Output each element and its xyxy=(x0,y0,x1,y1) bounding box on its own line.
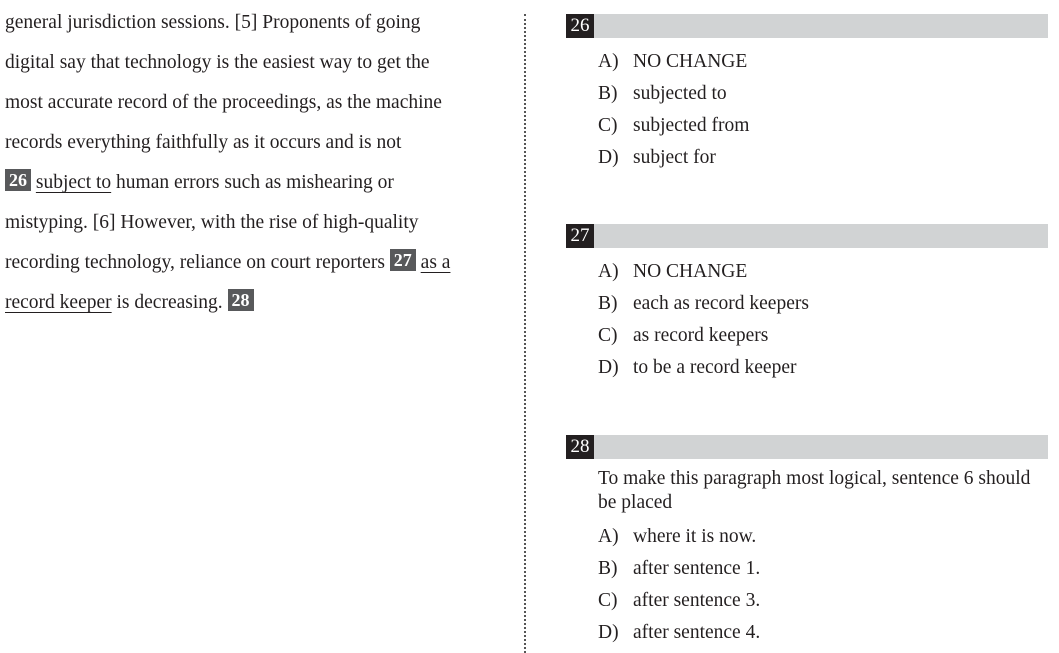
option-text: NO CHANGE xyxy=(633,51,748,72)
answer-option-a[interactable] xyxy=(598,256,1048,288)
option-letter: C) xyxy=(598,325,618,346)
question-number: 28 xyxy=(566,435,594,459)
passage xyxy=(5,4,515,324)
answer-options xyxy=(598,256,1048,384)
question-28 xyxy=(566,435,1048,649)
underlined-phrase-27[interactable]: as a xyxy=(420,252,451,273)
option-letter: B) xyxy=(598,558,618,579)
option-text: subjected to xyxy=(633,83,727,104)
answer-option-c[interactable] xyxy=(598,320,1048,352)
passage-text: general jurisdiction sessions. [5] Proponents of going xyxy=(5,12,421,33)
question-27 xyxy=(566,224,1048,384)
passage-text: mistyping. [6] However, with the rise of high-quality xyxy=(5,212,419,233)
underlined-phrase-27-cont[interactable]: record keeper xyxy=(5,292,112,313)
passage-text: is decreasing. xyxy=(111,292,228,313)
answer-option-c[interactable] xyxy=(598,110,1048,142)
option-letter: C) xyxy=(598,115,618,136)
passage-line xyxy=(5,4,515,44)
question-header-bar xyxy=(566,14,1048,38)
option-letter: A) xyxy=(598,261,619,282)
answer-option-b[interactable] xyxy=(598,78,1048,110)
option-text: each as record keepers xyxy=(633,293,809,314)
passage-line xyxy=(5,244,515,284)
option-text: after sentence 4. xyxy=(633,622,761,643)
option-letter: A) xyxy=(598,51,619,72)
answer-option-d[interactable] xyxy=(598,352,1048,384)
question-header-bar xyxy=(566,224,1048,248)
option-text: as record keepers xyxy=(633,325,769,346)
answer-option-a[interactable] xyxy=(598,46,1048,78)
option-text: subjected from xyxy=(633,115,750,136)
passage-text: most accurate record of the proceedings, as the machine xyxy=(5,92,442,113)
answer-option-d[interactable] xyxy=(598,617,1048,649)
answer-option-b[interactable] xyxy=(598,288,1048,320)
underlined-phrase-26[interactable]: subject to xyxy=(35,172,112,193)
passage-text: digital say that technology is the easiest way to get the xyxy=(5,52,430,73)
option-letter: B) xyxy=(598,293,618,314)
option-text: after sentence 3. xyxy=(633,590,761,611)
passage-line xyxy=(5,284,515,324)
passage-line xyxy=(5,204,515,244)
answer-option-b[interactable] xyxy=(598,553,1048,585)
question-number: 27 xyxy=(566,224,594,248)
question-marker-27[interactable]: 27 xyxy=(390,249,416,271)
option-letter: D) xyxy=(598,622,619,643)
question-number: 26 xyxy=(566,14,594,38)
question-26 xyxy=(566,14,1048,174)
option-text: after sentence 1. xyxy=(633,558,761,579)
option-letter: A) xyxy=(598,526,619,547)
answer-option-d[interactable] xyxy=(598,142,1048,174)
passage-line xyxy=(5,84,515,124)
passage-line xyxy=(5,44,515,84)
passage-text: recording technology, reliance on court reporters xyxy=(5,252,390,273)
option-text: subject for xyxy=(633,147,716,168)
passage-line xyxy=(5,124,515,164)
passage-line xyxy=(5,164,515,204)
answer-options xyxy=(598,46,1048,174)
option-text: to be a record keeper xyxy=(633,357,797,378)
column-divider xyxy=(524,14,526,653)
answer-option-a[interactable] xyxy=(598,521,1048,553)
option-text: where it is now. xyxy=(633,526,757,547)
passage-text: records everything faithfully as it occurs and is not xyxy=(5,132,402,153)
option-letter: D) xyxy=(598,357,619,378)
option-letter: D) xyxy=(598,147,619,168)
answer-options xyxy=(598,521,1048,649)
option-letter: C) xyxy=(598,590,618,611)
question-marker-26[interactable]: 26 xyxy=(5,169,31,191)
answer-option-c[interactable] xyxy=(598,585,1048,617)
option-letter: B) xyxy=(598,83,618,104)
question-marker-28[interactable]: 28 xyxy=(228,289,254,311)
question-header-bar xyxy=(566,435,1048,459)
passage-text: human errors such as mishearing or xyxy=(111,172,394,193)
question-stem: To make this paragraph most logical, sentence 6 should be placed xyxy=(598,468,1031,513)
option-text: NO CHANGE xyxy=(633,261,748,282)
